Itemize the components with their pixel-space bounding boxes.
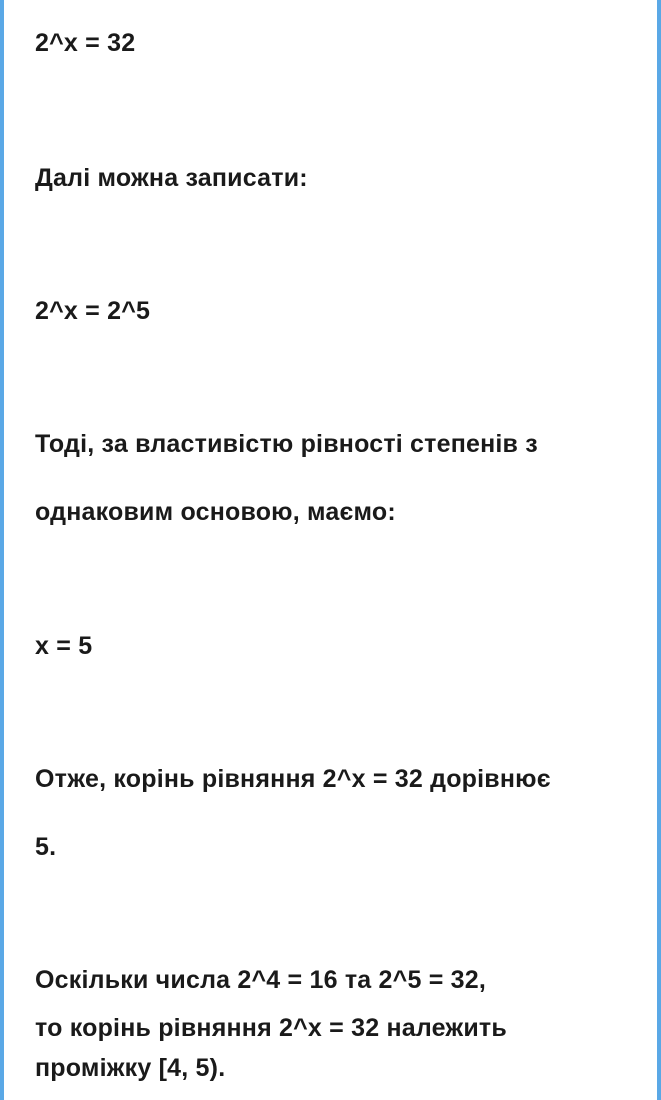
equation-line: 2^x = 32	[35, 29, 136, 57]
text-line: Далі можна записати:	[35, 164, 308, 192]
text-line: Отже, корінь рівняння 2^x = 32 дорівнює	[35, 765, 551, 793]
text-line: Оскільки числа 2^4 = 16 та 2^5 = 32,	[35, 966, 486, 994]
equation-line: 2^x = 2^5	[35, 297, 151, 325]
text-line: однаковим основою, маємо:	[35, 498, 396, 526]
equation-line: x = 5	[35, 632, 93, 660]
text-line: 5.	[35, 833, 57, 861]
text-line: то корінь рівняння 2^x = 32 належить	[35, 1014, 507, 1042]
text-line: проміжку [4, 5).	[35, 1054, 226, 1082]
text-line: Тоді, за властивістю рівності степенів з	[35, 430, 538, 458]
